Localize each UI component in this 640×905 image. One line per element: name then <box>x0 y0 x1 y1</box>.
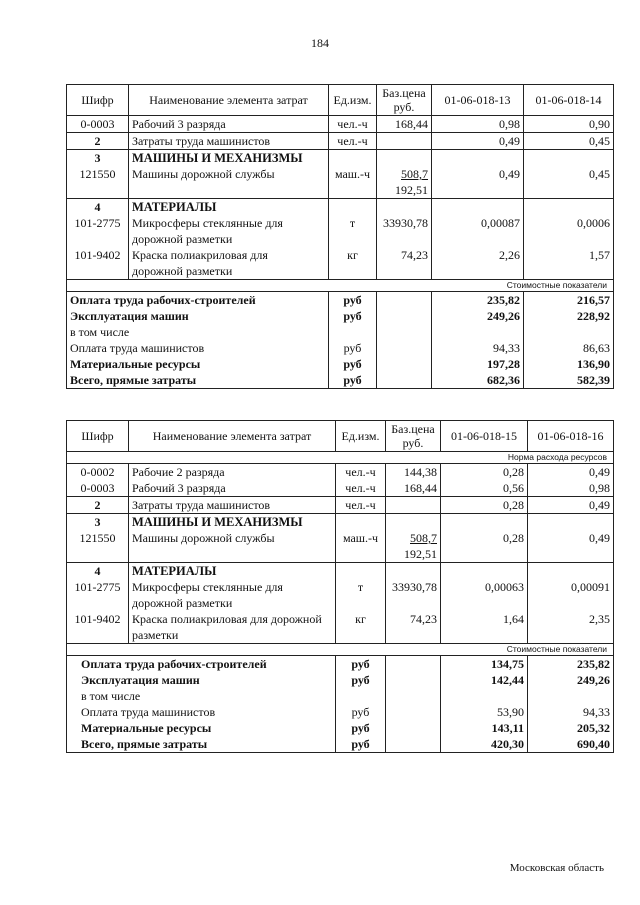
name-line-2: разметки <box>132 628 179 642</box>
norm-band <box>67 452 614 464</box>
section-number: 3 <box>67 150 129 167</box>
summary-unit <box>329 324 377 340</box>
summary-row <box>67 688 614 704</box>
cost-band-label: Стоимостные показатели <box>67 644 614 656</box>
section-header-machines <box>67 514 614 531</box>
summary-unit: руб <box>336 720 386 736</box>
section-number: 4 <box>67 563 129 580</box>
summary-value-1: 53,90 <box>441 704 528 720</box>
row-unit: кг <box>336 611 386 644</box>
row-value-2: 1,57 <box>524 247 614 280</box>
name-line-1: Краска полиакриловая для <box>132 248 268 262</box>
row-price <box>386 497 441 514</box>
table-row <box>67 215 614 247</box>
summary-value-1: 142,44 <box>441 672 528 688</box>
row-code: 0-0002 <box>67 464 129 481</box>
summary-label: в том числе <box>67 688 336 704</box>
table-row <box>67 611 614 644</box>
row-price: 168,44 <box>377 116 432 133</box>
row-value-2: 0,45 <box>524 133 614 150</box>
summary-value-2 <box>528 688 614 704</box>
row-value-1: 0,00063 <box>441 579 528 611</box>
table-header-row <box>67 421 614 452</box>
table-row <box>67 530 614 563</box>
summary-unit: руб <box>336 736 386 753</box>
summary-row <box>67 308 614 324</box>
summary-value-2: 86,63 <box>524 340 614 356</box>
summary-row <box>67 356 614 372</box>
row-value-1: 1,64 <box>441 611 528 644</box>
resource-table-b <box>66 420 614 753</box>
summary-unit: руб <box>329 308 377 324</box>
row-value-1: 2,26 <box>432 247 524 280</box>
table-row <box>67 579 614 611</box>
row-unit: чел.-ч <box>329 133 377 150</box>
summary-value-1: 420,30 <box>441 736 528 753</box>
norm-band-label: Норма расхода ресурсов <box>67 452 614 464</box>
header-col1: 01-06-018-15 <box>441 421 528 452</box>
row-code: 2 <box>67 133 129 150</box>
table-header-row <box>67 85 614 116</box>
summary-row <box>67 720 614 736</box>
row-name: Рабочие 2 разряда <box>129 464 336 481</box>
header-unit: Ед.изм. <box>329 85 377 116</box>
summary-value-1: 134,75 <box>441 656 528 673</box>
page-number: 184 <box>311 36 329 50</box>
section-header-machines <box>67 150 614 167</box>
row-value-2: 0,49 <box>528 464 614 481</box>
row-unit: чел.-ч <box>336 497 386 514</box>
summary-label: Оплата труда рабочих-строителей <box>67 656 336 673</box>
row-price: 168,44 <box>386 480 441 497</box>
row-value-1: 0,98 <box>432 116 524 133</box>
header-price: Баз.цена руб. <box>377 85 432 116</box>
name-line-1: Краска полиакриловая для дорожной <box>132 612 322 626</box>
summary-unit: руб <box>329 340 377 356</box>
summary-label: Всего, прямые затраты <box>67 372 329 389</box>
row-code: 2 <box>67 497 129 514</box>
row-value-1: 0,49 <box>432 166 524 199</box>
row-value-2: 0,49 <box>528 497 614 514</box>
row-value-2: 2,35 <box>528 611 614 644</box>
row-value-1: 0,56 <box>441 480 528 497</box>
summary-value-1: 143,11 <box>441 720 528 736</box>
summary-value-2: 136,90 <box>524 356 614 372</box>
row-price: 144,38 <box>386 464 441 481</box>
header-col1: 01-06-018-13 <box>432 85 524 116</box>
header-col2: 01-06-018-14 <box>524 85 614 116</box>
summary-value-2 <box>524 324 614 340</box>
row-name: Рабочий 3 разряда <box>129 480 336 497</box>
table-row <box>67 247 614 280</box>
row-price: 33930,78 <box>386 579 441 611</box>
row-name: Затраты труда машинистов <box>129 497 336 514</box>
summary-value-2: 228,92 <box>524 308 614 324</box>
row-code: 121550 <box>67 166 129 199</box>
summary-unit: руб <box>329 292 377 309</box>
price-numerator: 508,7 <box>410 531 437 545</box>
name-line-1: Микросферы стеклянные для <box>132 216 283 230</box>
row-name <box>129 247 329 280</box>
row-name: Машины дорожной службы <box>129 166 329 199</box>
section-title: МАТЕРИАЛЫ <box>129 563 336 580</box>
summary-value-2: 205,32 <box>528 720 614 736</box>
summary-row <box>67 672 614 688</box>
summary-value-2: 94,33 <box>528 704 614 720</box>
row-value-2: 0,98 <box>528 480 614 497</box>
row-value-2: 0,90 <box>524 116 614 133</box>
row-name <box>129 215 329 247</box>
row-price: 74,23 <box>386 611 441 644</box>
row-value-2: 0,0006 <box>524 215 614 247</box>
row-code: 101-2775 <box>67 215 129 247</box>
row-name: Рабочий 3 разряда <box>129 116 329 133</box>
summary-label: в том числе <box>67 324 329 340</box>
name-line-2: дорожной разметки <box>132 596 233 610</box>
summary-row <box>67 292 614 309</box>
row-name: Затраты труда машинистов <box>129 133 329 150</box>
row-unit: маш.-ч <box>329 166 377 199</box>
summary-value-2: 690,40 <box>528 736 614 753</box>
header-col2: 01-06-018-16 <box>528 421 614 452</box>
summary-row <box>67 704 614 720</box>
summary-row <box>67 372 614 389</box>
cost-band <box>67 280 614 292</box>
row-name <box>129 611 336 644</box>
row-unit: чел.-ч <box>336 480 386 497</box>
row-value-2: 0,49 <box>528 530 614 563</box>
name-line-2: дорожной разметки <box>132 264 233 278</box>
row-value-1: 0,28 <box>441 464 528 481</box>
summary-value-1 <box>441 688 528 704</box>
summary-row <box>67 324 614 340</box>
cost-band-label: Стоимостные показатели <box>67 280 614 292</box>
summary-row <box>67 340 614 356</box>
header-code: Шифр <box>67 421 129 452</box>
row-code: 101-2775 <box>67 579 129 611</box>
header-code: Шифр <box>67 85 129 116</box>
summary-unit: руб <box>329 372 377 389</box>
section-title: МАШИНЫ И МЕХАНИЗМЫ <box>129 514 336 531</box>
summary-value-1: 249,26 <box>432 308 524 324</box>
name-line-1: Микросферы стеклянные для <box>132 580 283 594</box>
summary-value-1: 197,28 <box>432 356 524 372</box>
row-unit: т <box>329 215 377 247</box>
row-unit: чел.-ч <box>329 116 377 133</box>
table-row <box>67 464 614 481</box>
section-title: МАШИНЫ И МЕХАНИЗМЫ <box>129 150 329 167</box>
table-row <box>67 166 614 199</box>
row-price: 33930,78 <box>377 215 432 247</box>
row-code: 0-0003 <box>67 480 129 497</box>
row-price: 74,23 <box>377 247 432 280</box>
section-number: 3 <box>67 514 129 531</box>
summary-label: Эксплуатация машин <box>67 308 329 324</box>
row-value-1: 0,00087 <box>432 215 524 247</box>
row-code: 101-9402 <box>67 247 129 280</box>
summary-label: Эксплуатация машин <box>67 672 336 688</box>
header-unit: Ед.изм. <box>336 421 386 452</box>
section-header-materials <box>67 563 614 580</box>
row-price <box>377 166 432 199</box>
row-name <box>129 579 336 611</box>
section-number: 4 <box>67 199 129 216</box>
table-row <box>67 116 614 133</box>
summary-unit: руб <box>336 672 386 688</box>
summary-label: Оплата труда машинистов <box>67 340 329 356</box>
row-code: 121550 <box>67 530 129 563</box>
row-name: Машины дорожной службы <box>129 530 336 563</box>
row-price <box>377 133 432 150</box>
row-unit: чел.-ч <box>336 464 386 481</box>
row-value-2: 0,00091 <box>528 579 614 611</box>
resource-table-a <box>66 84 614 389</box>
summary-value-1: 94,33 <box>432 340 524 356</box>
summary-value-1: 235,82 <box>432 292 524 309</box>
summary-label: Всего, прямые затраты <box>67 736 336 753</box>
summary-value-1 <box>432 324 524 340</box>
summary-value-2: 216,57 <box>524 292 614 309</box>
price-numerator: 508,7 <box>401 167 428 181</box>
row-unit: кг <box>329 247 377 280</box>
summary-label: Материальные ресурсы <box>67 720 336 736</box>
row-value-1: 0,49 <box>432 133 524 150</box>
cost-band <box>67 644 614 656</box>
footer-region: Московская область <box>509 862 604 874</box>
row-unit: т <box>336 579 386 611</box>
price-denominator: 192,51 <box>395 183 428 197</box>
table-row <box>67 133 614 150</box>
summary-unit <box>336 688 386 704</box>
price-denominator: 192,51 <box>404 547 437 561</box>
summary-label: Материальные ресурсы <box>67 356 329 372</box>
row-value-1: 0,28 <box>441 497 528 514</box>
table-row <box>67 480 614 497</box>
section-title: МАТЕРИАЛЫ <box>129 199 329 216</box>
name-line-2: дорожной разметки <box>132 232 233 246</box>
row-value-2: 0,45 <box>524 166 614 199</box>
summary-label: Оплата труда рабочих-строителей <box>67 292 329 309</box>
summary-unit: руб <box>336 656 386 673</box>
summary-row <box>67 736 614 753</box>
header-name: Наименование элемента затрат <box>129 421 336 452</box>
summary-value-1: 682,36 <box>432 372 524 389</box>
summary-unit: руб <box>336 704 386 720</box>
row-unit: маш.-ч <box>336 530 386 563</box>
summary-value-2: 235,82 <box>528 656 614 673</box>
header-price: Баз.цена руб. <box>386 421 441 452</box>
row-value-1: 0,28 <box>441 530 528 563</box>
row-price <box>386 530 441 563</box>
summary-value-2: 582,39 <box>524 372 614 389</box>
table-row <box>67 497 614 514</box>
summary-label: Оплата труда машинистов <box>67 704 336 720</box>
summary-unit: руб <box>329 356 377 372</box>
row-code: 101-9402 <box>67 611 129 644</box>
header-name: Наименование элемента затрат <box>129 85 329 116</box>
summary-value-2: 249,26 <box>528 672 614 688</box>
summary-row <box>67 656 614 673</box>
row-code: 0-0003 <box>67 116 129 133</box>
section-header-materials <box>67 199 614 216</box>
